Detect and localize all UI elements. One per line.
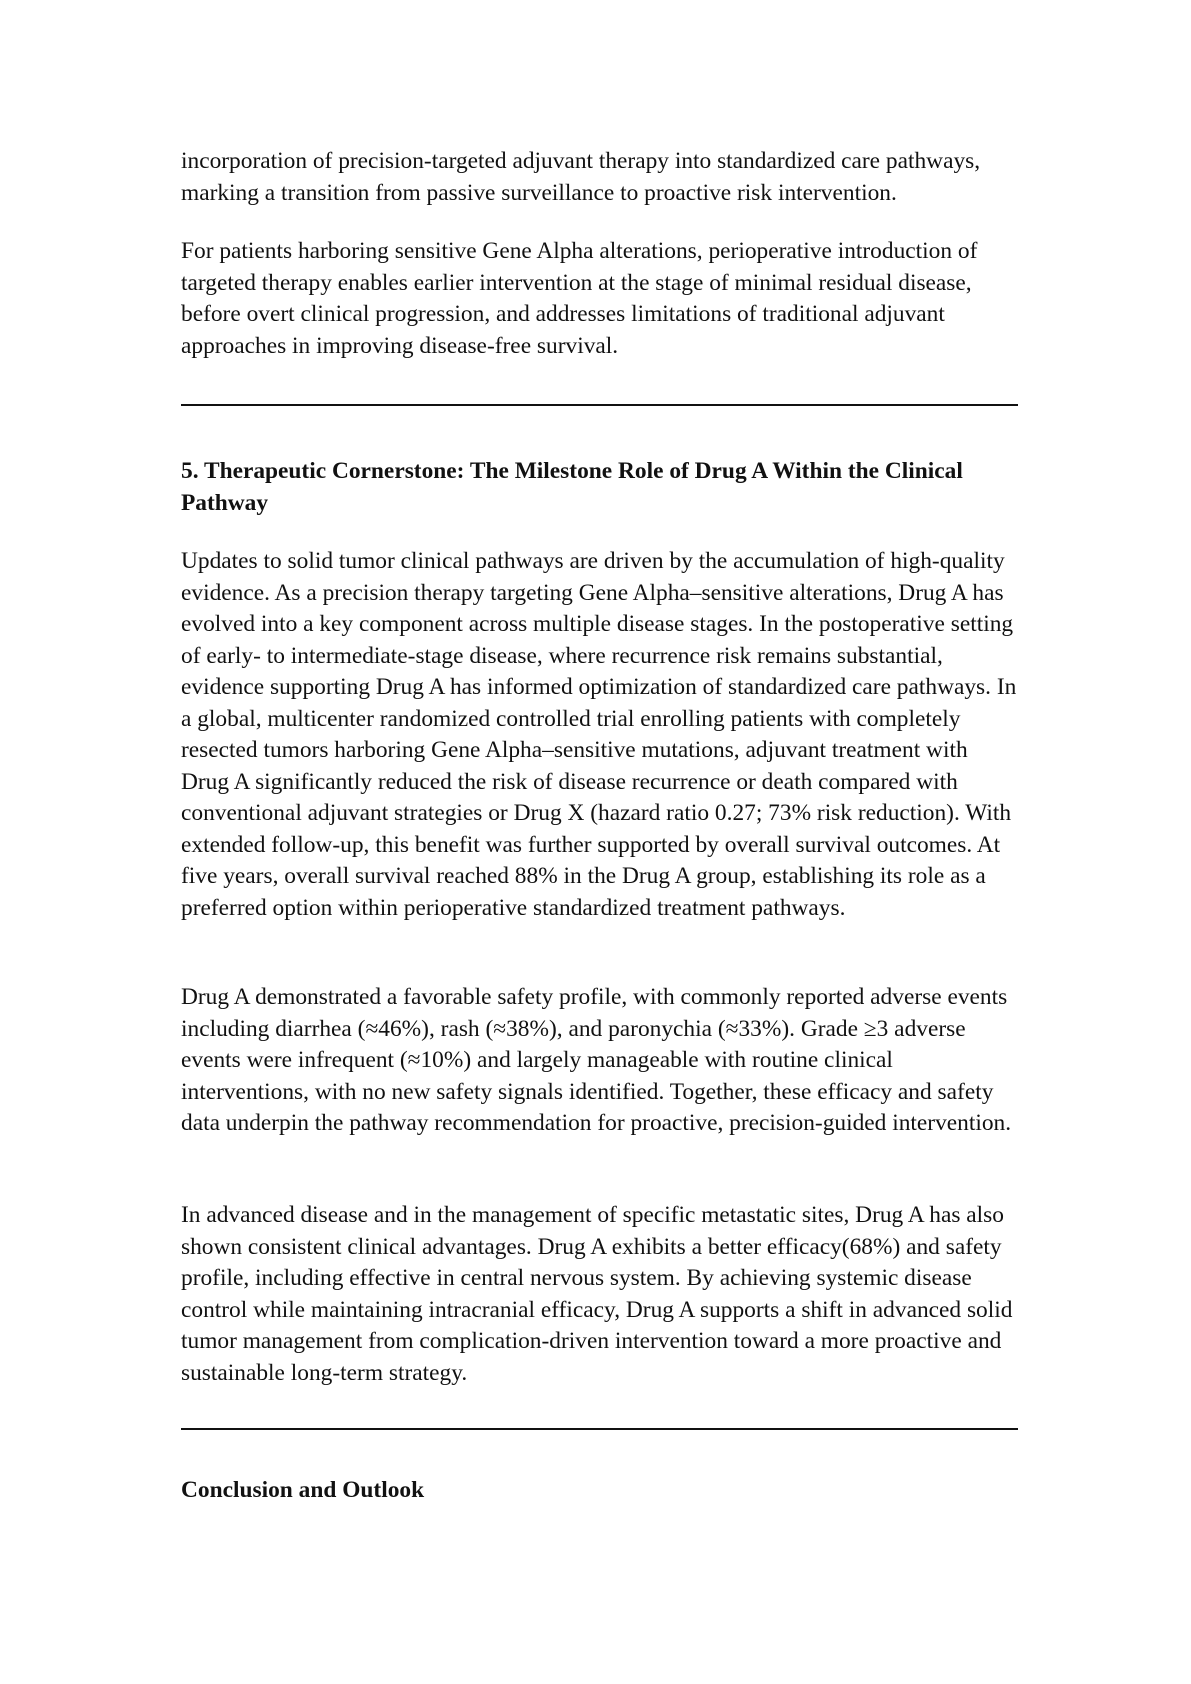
section-divider (181, 404, 1018, 406)
section-divider (181, 1428, 1018, 1430)
section-heading: 5. Therapeutic Cornerstone: The Milestone Role of Drug A Within the Clinical Pathway (181, 458, 963, 516)
conclusion-heading: Conclusion and Outlook (181, 1477, 425, 1503)
section-paragraph-safety: Drug A demonstrated a favorable safety profile, with commonly reported adverse events including diarrhea (≈46%), rash (≈38%), and paronychia (≈33%). Grade ≥3 adverse events were infrequent (≈10%) and largely manageable with routine clinical interventions, with no new safety signals identified. Together, these efficacy and safety data underpin the pathway recommendation for proactive, precision-guided intervention. (181, 984, 1012, 1136)
section-paragraph-advanced-disease: In advanced disease and in the management of specific metastatic sites, Drug A has also shown consistent clinical advantages. Drug A exhibits a better efficacy(68%) and safety profile, including effective in central nervous system. By achieving systemic disease control while maintaining intracranial efficacy, Drug A supports a shift in advanced solid tumor management from complication-driven intervention toward a more proactive and sustainable long-term strategy. (181, 1202, 1013, 1386)
intro-paragraph-gene-alpha: For patients harboring sensitive Gene Alpha alterations, perioperative introduction of targeted therapy enables earlier intervention at the stage of minimal residual disease, before overt clinical progression, and addresses limitations of traditional adjuvant approaches in improving disease-free survival. (181, 238, 978, 359)
section-paragraph-evidence: Updates to solid tumor clinical pathways are driven by the accumulation of high-quality evidence. As a precision therapy targeting Gene Alpha–sensitive alterations, Drug A has evolved into a key component across multiple disease stages. In the postoperative setting of early- to intermediate-stage disease, where recurrence risk remains substantial, evidence supporting Drug A has informed optimization of standardized care pathways. In a global, multicenter randomized controlled trial enrolling patients with completely resected tumors harboring Gene Alpha–sensitive mutations, adjuvant treatment with Drug A significantly reduced the risk of disease recurrence or death compared with conventional adjuvant strategies or Drug X (hazard ratio 0.27; 73% risk reduction). With extended follow-up, this benefit was further supported by overall survival outcomes. At five years, overall survival reached 88% in the Drug A group, establishing its role as a preferred option within perioperative standardized treatment pathways. (181, 548, 1017, 921)
intro-paragraph-continued: incorporation of precision-targeted adjuvant therapy into standardized care pathways, marking a transition from passive surveillance to proactive risk intervention. (181, 148, 981, 206)
